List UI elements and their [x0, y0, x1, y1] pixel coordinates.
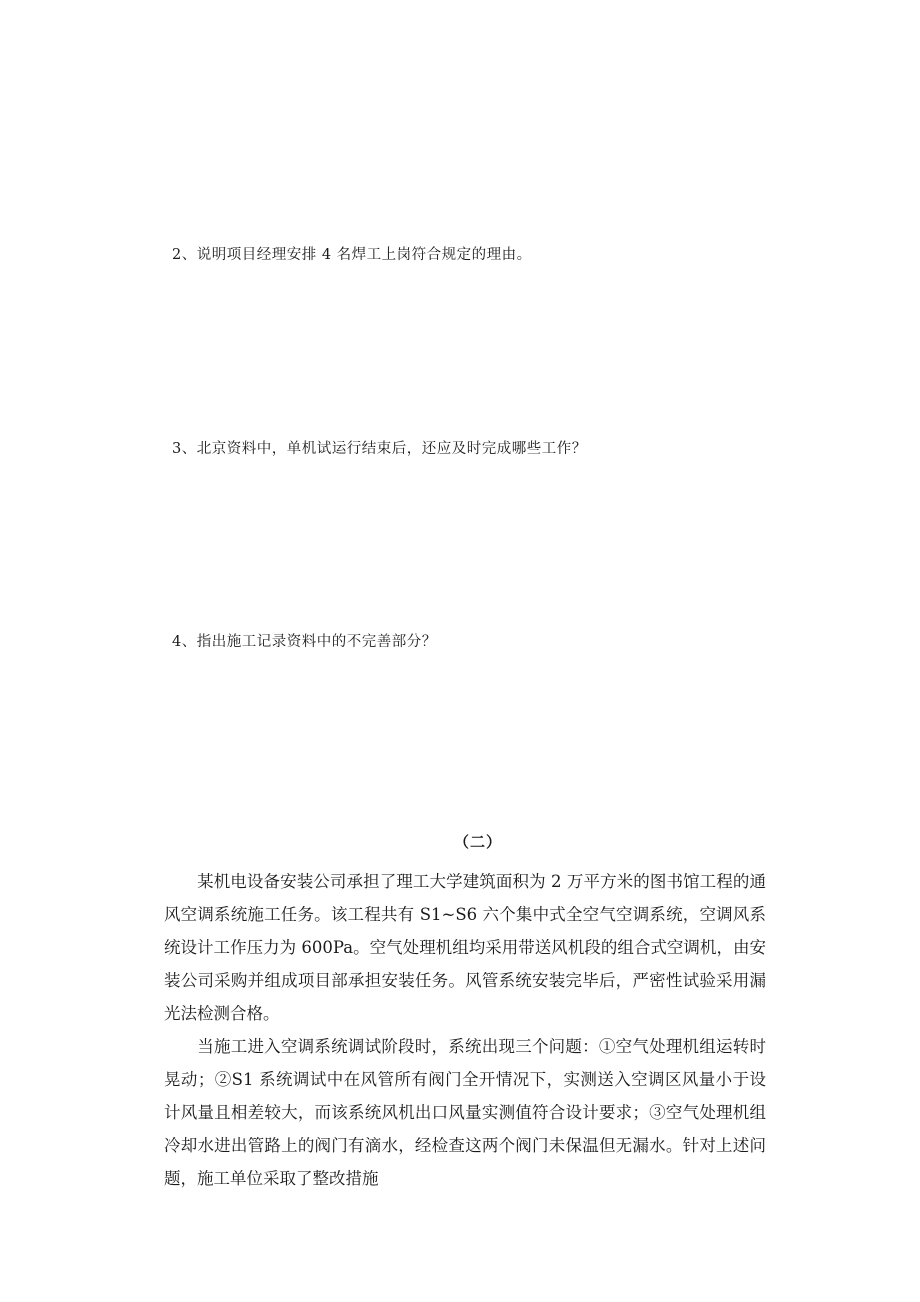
case-paragraph-1-text: 某机电设备安装公司承担了理工大学建筑面积为 2 万平方米的图书馆工程的通风空调系统施工任务。该工程共有 S1~S6 六个集中式全空气空调系统，空调风系统设计工作压力为 600Pa。空气处理机组均采用带送风机段的组合式空调机，由安装公司采购并组成项目部承担安装任务。风管系统安装完毕后，严密性试验采用漏光法检测合格。 — [164, 872, 766, 1023]
question-3: 3、北京资料中，单机试运行结束后，还应及时完成哪些工作？ — [172, 441, 587, 457]
case-paragraph-2-text: 当施工进入空调系统调试阶段时，系统出现三个问题：①空气处理机组运转时晃动；②S1 系统调试中在风管所有阀门全开情况下，实测送入空调区风量小于设计风量且相差较大，而该系统风机出口风量实测值符合设计要求；③空气处理机组冷却水进出管路上的阀门有滴水，经检查这两个阀门未保温但无漏水。针对上述问题，施工单位采取了整改措施 — [164, 1037, 766, 1188]
case-paragraph-2 — [164, 1030, 766, 1195]
question-4: 4、指出施工记录资料中的不完善部分？ — [172, 634, 437, 650]
question-2: 2、说明项目经理安排 4 名焊工上岗符合规定的理由。 — [172, 247, 532, 263]
section-title: （二） — [453, 833, 502, 851]
case-paragraph-1 — [164, 865, 766, 1030]
